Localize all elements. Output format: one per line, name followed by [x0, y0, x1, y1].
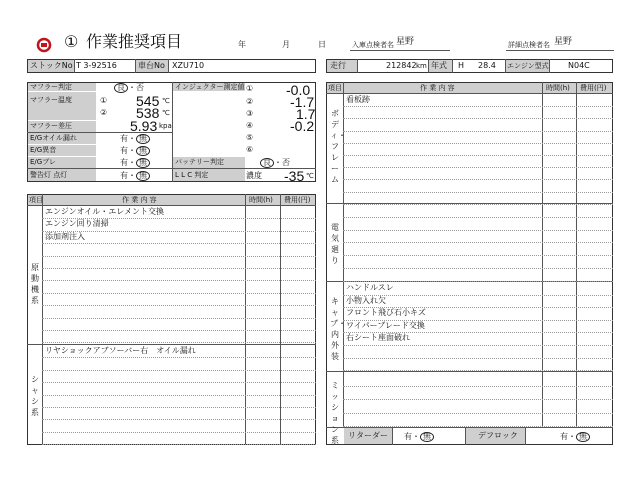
inspector-in-label: 入庫点検者名 — [352, 41, 394, 49]
year-type-label: 年式 — [431, 61, 447, 70]
temp2-unit: ℃ — [162, 109, 170, 117]
injector-label: インジェクター測定値 — [175, 83, 245, 91]
retarder-label: リターダー — [348, 431, 388, 440]
noise-label: E/G異音 — [30, 146, 57, 154]
month-label: 月 — [282, 40, 290, 49]
mileage-unit: km — [416, 62, 427, 70]
inspector-detail-name: 星野 — [554, 37, 573, 47]
chassis-work-row-0: リヤショックアブソーバー右 オイル漏れ — [45, 346, 196, 355]
left-col-cost: 費用(円) — [284, 196, 311, 204]
year-era: H — [458, 61, 465, 70]
vibration-value: 有・ 無 — [120, 158, 150, 168]
muffler-diff-unit: kpa — [159, 122, 172, 130]
day-label: 日 — [318, 40, 326, 49]
engine-label: エンジン型式 — [507, 62, 549, 70]
cab-work-row-2: フロント飛び石小キズ — [346, 308, 426, 318]
llc-unit: ℃ — [306, 172, 314, 180]
mileage-label: 走行 — [330, 61, 346, 70]
noise-value: 有・ 無 — [120, 146, 150, 156]
left-col-item: 項目 — [29, 196, 43, 204]
engine-work-row-2: 添加剤注入 — [45, 231, 85, 241]
inj1-value: -0.0 — [286, 82, 311, 98]
temp1-unit: ℃ — [162, 97, 170, 105]
muffler-diff-value: 5.93 — [130, 118, 158, 134]
left-col-content: 作 業 内 容 — [122, 196, 157, 204]
retarder-none-circled: 無 — [420, 432, 434, 442]
cab-work-row-1: 小物入れ欠 — [346, 295, 386, 305]
temp1-no: ① — [100, 96, 108, 105]
muffler-good-circled: 良 — [114, 83, 128, 93]
difflock-label: デフロック — [478, 431, 518, 440]
inj6-no: ⑥ — [246, 145, 254, 154]
mileage-value: 212842 — [386, 61, 417, 70]
company-logo-icon — [36, 37, 52, 53]
inj5-no: ⑤ — [246, 133, 254, 142]
cab-work-row-3: ワイパーブレード交換 — [346, 320, 425, 330]
cab-work-row-0: ハンドルスレ — [346, 283, 394, 292]
chassis-label: 車台No — [138, 61, 165, 70]
llc-conc-label: 濃度 — [246, 171, 262, 180]
year-value: 28.4 — [478, 61, 496, 70]
difflock-none-circled: 無 — [576, 432, 590, 442]
llc-label: L L C 判定 — [175, 171, 209, 179]
inj1-no: ① — [246, 84, 254, 93]
temp2-value: 538 — [136, 105, 160, 121]
warning-label: 警告灯 点灯 — [30, 171, 68, 179]
retarder-value: 有・ 無 — [404, 432, 434, 442]
cab-section-label: キャブ・内外装 — [330, 297, 346, 361]
title-number: ① — [64, 34, 79, 51]
stock-label: ストックNo — [30, 61, 73, 70]
right-col-cost: 費用(円) — [580, 84, 607, 92]
inj4-value: -0.2 — [290, 118, 315, 134]
vibration-none-circled: 無 — [136, 158, 150, 168]
elec-section-label: 電気廻り — [331, 223, 339, 265]
right-col-content: 作 業 内 容 — [420, 84, 455, 92]
engine-work-row-1: エンジン回り清掃 — [45, 219, 109, 229]
mission-section-label: ミッション系 — [331, 381, 339, 445]
inj2-no: ② — [246, 97, 254, 106]
battery-label: バッテリー判定 — [175, 158, 224, 166]
noise-none-circled: 無 — [136, 146, 150, 156]
inj3-no: ③ — [246, 109, 254, 118]
cab-work-row-4: 右シート座面破れ — [346, 333, 410, 343]
muffler-judge-value: 良 ・否 — [114, 83, 144, 93]
body-section-label: ボディ・フレーム — [330, 109, 346, 184]
battery-good-circled: 良 — [260, 158, 274, 168]
engine-value: N04C — [568, 61, 590, 70]
stock-value: T 3-92516 — [76, 61, 117, 70]
chassis-section-label: シャシ系 — [31, 375, 39, 417]
right-col-time: 時間(h) — [546, 84, 570, 92]
inj2-value: -1.7 — [290, 94, 315, 110]
chassis-value: XZU710 — [172, 61, 205, 70]
vibration-label: E/Gブレ — [30, 158, 56, 166]
warning-none-circled: 無 — [136, 171, 150, 181]
difflock-value: 有・ 無 — [560, 432, 590, 442]
battery-value: 良 ・否 — [260, 158, 290, 168]
warning-value: 有・ 無 — [120, 171, 150, 181]
muffler-temp-label: マフラー温度 — [30, 96, 72, 104]
llc-value: -35 — [284, 168, 305, 184]
year-label: 年 — [238, 40, 246, 49]
left-col-time: 時間(h) — [249, 196, 273, 204]
oil-leak-none-circled: 無 — [136, 134, 150, 144]
inspector-detail-label: 詳細点検者名 — [508, 41, 550, 49]
right-col-item: 項目 — [328, 84, 342, 92]
engine-section-label: 原動機系 — [31, 263, 39, 305]
muffler-diff-label: マフラー差圧 — [30, 122, 72, 130]
oil-leak-label: E/Gオイル漏れ — [30, 134, 77, 142]
inj4-no: ④ — [246, 121, 254, 130]
muffler-judge-label: マフラー判定 — [30, 83, 72, 91]
temp1-value: 545 — [136, 93, 160, 109]
inj3-value: 1.7 — [296, 106, 316, 122]
engine-work-row-0: エンジンオイル・エレメント交換 — [45, 207, 164, 216]
page-title: 作業推奨項目 — [86, 34, 183, 51]
inspector-in-name: 星野 — [396, 37, 415, 47]
body-work-row-0: 看板跡 — [346, 95, 370, 104]
right-work-table — [326, 82, 613, 445]
temp2-no: ② — [100, 108, 108, 117]
oil-leak-value: 有・ 無 — [120, 134, 150, 144]
